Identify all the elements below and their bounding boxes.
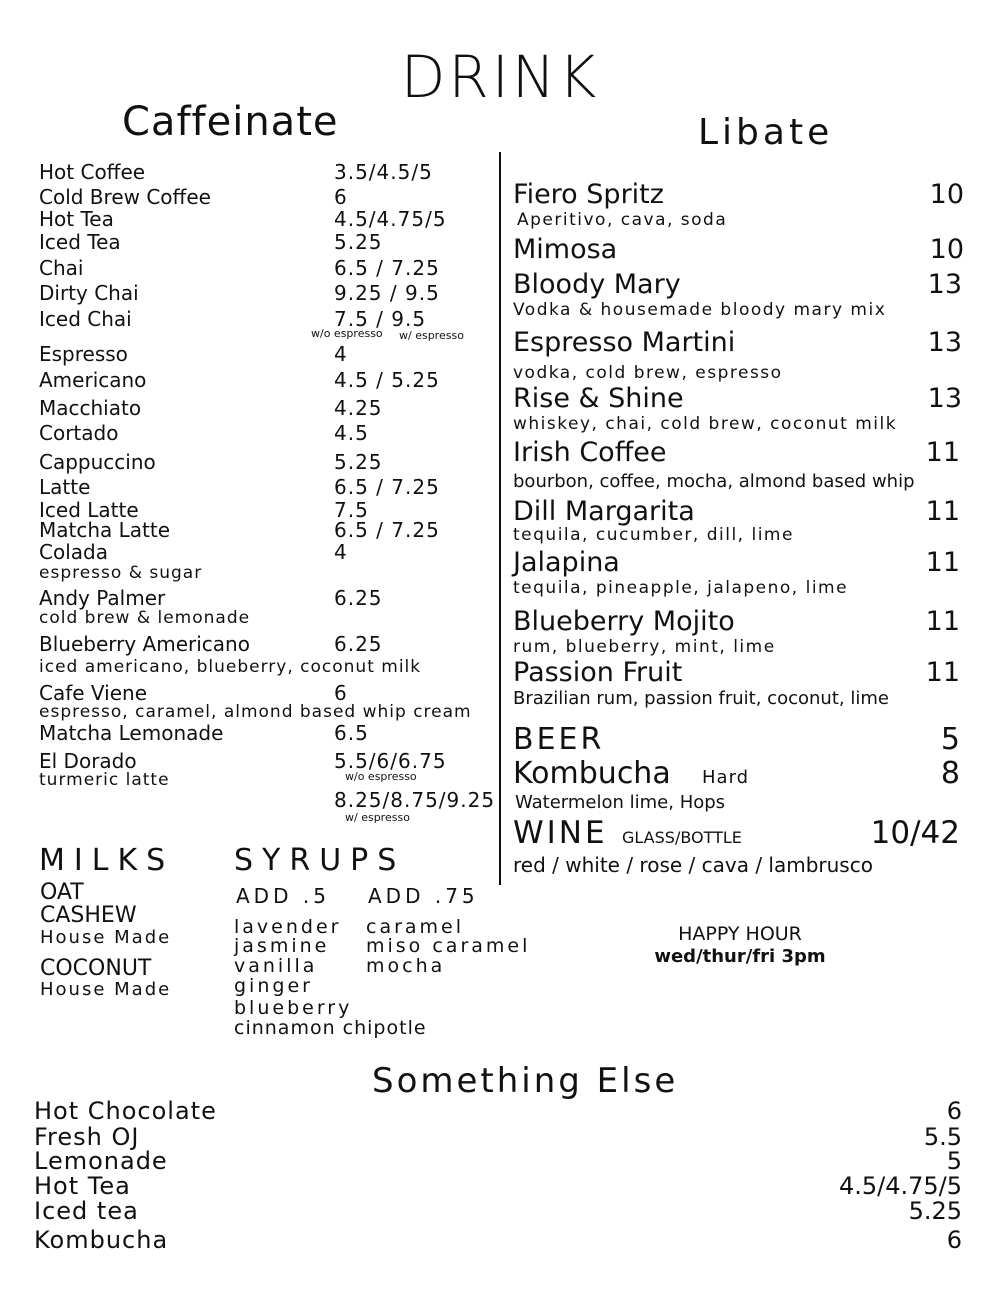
menu-item-name: Kombucha <box>34 1226 169 1254</box>
menu-item-desc: Watermelon lime, Hops <box>515 792 726 813</box>
syrup-option: ginger <box>234 975 313 997</box>
menu-item-name: Chai <box>39 256 84 280</box>
menu-item-desc: rum, blueberry, mint, lime <box>513 637 776 657</box>
syrup-option: cinnamon chipotle <box>234 1017 427 1039</box>
menu-item-desc: tequila, pineapple, jalapeno, lime <box>513 578 849 598</box>
menu-item-name: Colada <box>39 540 108 564</box>
menu-item-price: 5.5 <box>923 1123 962 1151</box>
menu-item-price: 4.5/4.75/5 <box>838 1172 962 1200</box>
menu-item-price: 5 <box>946 1147 962 1175</box>
syrup-option: mocha <box>366 955 446 977</box>
menu-item-name: Cappuccino <box>39 450 156 474</box>
menu-item-price: 6 <box>334 681 348 705</box>
menu-item-name: BEER <box>513 722 605 757</box>
price-note: w/ espresso <box>399 329 464 342</box>
menu-item-name: Latte <box>39 475 91 499</box>
menu-item-desc: espresso, caramel, almond based whip cream <box>39 702 472 722</box>
menu-item-price: 5.25 <box>908 1197 962 1225</box>
milk-option: CASHEW <box>40 903 137 928</box>
happy-hour-time: wed/thur/fri 3pm <box>654 946 826 967</box>
price-note: w/ espresso <box>345 811 410 824</box>
menu-item-price: 4 <box>334 540 348 564</box>
milk-option: OAT <box>40 880 84 905</box>
menu-item-name: Iced Latte <box>39 498 139 522</box>
menu-item-suffix: Hard <box>702 767 750 788</box>
syrup-price-tier: ADD .5 <box>236 884 330 908</box>
menu-item-price: 4 <box>334 342 348 366</box>
menu-item-price: 11 <box>925 606 960 637</box>
menu-item-price: 11 <box>925 496 960 527</box>
menu-item-desc: whiskey, chai, cold brew, coconut milk <box>513 414 898 434</box>
menu-item-name: Matcha Latte <box>39 518 171 542</box>
caffeinate-heading: Caffeinate <box>122 99 339 145</box>
menu-item-name: Andy Palmer <box>39 586 166 610</box>
menu-item-name: Iced Chai <box>39 307 132 331</box>
menu-item-price: 11 <box>925 437 960 468</box>
menu-item-suffix: GLASS/BOTTLE <box>622 828 742 847</box>
menu-item-name: Blueberry Americano <box>39 632 250 656</box>
menu-item-name: Fresh OJ <box>34 1123 140 1151</box>
milk-option: COCONUT <box>40 956 152 981</box>
menu-item-price: 4.25 <box>334 396 383 420</box>
menu-title: DRINK <box>400 43 600 111</box>
something-else-heading: Something Else <box>372 1061 679 1101</box>
menu-item-price: 7.5 <box>334 498 369 522</box>
menu-item-name: Jalapina <box>513 547 620 578</box>
menu-item-name: Macchiato <box>39 396 142 420</box>
happy-hour-title: HAPPY HOUR <box>678 923 802 945</box>
menu-item-name: Rise & Shine <box>513 383 684 414</box>
menu-item-name: Hot Chocolate <box>34 1097 217 1125</box>
menu-item-desc: Aperitivo, cava, soda <box>517 210 728 230</box>
menu-item-desc: tequila, cucumber, dill, lime <box>513 525 794 545</box>
menu-item-price: 5 <box>940 722 960 757</box>
menu-item-name: Dill Margarita <box>513 496 695 527</box>
menu-item-desc: cold brew & lemonade <box>39 608 251 628</box>
menu-item-name: Americano <box>39 368 147 392</box>
column-divider <box>499 152 501 885</box>
menu-item-price: 10 <box>929 179 964 210</box>
menu-item-price: 6.5 / 7.25 <box>334 256 440 280</box>
menu-item-desc: Brazilian rum, passion fruit, coconut, lime <box>513 688 889 709</box>
syrup-option: vanilla <box>234 955 318 977</box>
menu-item-desc: vodka, cold brew, espresso <box>513 363 783 383</box>
menu-item-name: Hot Tea <box>39 207 114 231</box>
syrup-price-tier: ADD .75 <box>368 884 479 908</box>
menu-item-name: Kombucha <box>513 756 671 791</box>
menu-item-price: 9.25 / 9.5 <box>334 281 440 305</box>
menu-item-desc: turmeric latte <box>39 770 170 790</box>
menu-item-desc: iced americano, blueberry, coconut milk <box>39 657 422 677</box>
syrup-option: lavender <box>234 916 342 938</box>
menu-item-price: 5.5/6/6.75 <box>334 749 447 773</box>
milk-option-note: House Made <box>40 927 172 948</box>
menu-item-name: Hot Coffee <box>39 160 146 184</box>
menu-item-price: 8 <box>940 756 960 791</box>
menu-item-name: Espresso Martini <box>513 327 736 358</box>
menu-item-name: Iced Tea <box>39 230 121 254</box>
menu-item-price: 6.25 <box>334 586 383 610</box>
menu-item-desc: bourbon, coffee, mocha, almond based whip <box>513 471 915 492</box>
libate-heading: Libate <box>698 112 834 153</box>
menu-item-name: Fiero Spritz <box>513 179 664 210</box>
menu-item-price: 7.5 / 9.5 <box>334 307 427 331</box>
syrup-option: blueberry <box>234 997 353 1019</box>
menu-item-name: Matcha Lemonade <box>39 721 224 745</box>
menu-item-price: 8.25/8.75/9.25 <box>334 788 496 812</box>
menu-item-price: 3.5/4.5/5 <box>334 160 433 184</box>
menu-item-name: Mimosa <box>513 234 618 265</box>
syrup-option: caramel <box>366 916 465 938</box>
menu-item-price: 4.5 / 5.25 <box>334 368 440 392</box>
menu-item-price: 5.25 <box>334 450 383 474</box>
menu-item-price: 13 <box>927 269 962 300</box>
menu-item-name: El Dorado <box>39 749 137 773</box>
menu-item-name: WINE <box>513 815 608 851</box>
syrup-option: jasmine <box>234 935 330 957</box>
price-note: w/o espresso <box>311 327 383 340</box>
price-note: w/o espresso <box>345 770 417 783</box>
menu-item-name: Iced tea <box>34 1197 139 1225</box>
menu-item-price: 6 <box>334 185 348 209</box>
menu-item-name: Blueberry Mojito <box>513 606 735 637</box>
menu-item-price: 4.5 <box>334 421 369 445</box>
menu-item-name: Espresso <box>39 342 128 366</box>
menu-item-name: Cold Brew Coffee <box>39 185 211 209</box>
menu-item-desc: red / white / rose / cava / lambrusco <box>513 853 873 877</box>
menu-item-price: 6.5 / 7.25 <box>334 518 440 542</box>
menu-item-price: 5.25 <box>334 230 383 254</box>
menu-item-name: Dirty Chai <box>39 281 139 305</box>
syrup-option: miso caramel <box>366 935 531 957</box>
menu-item-price: 10 <box>929 234 964 265</box>
menu-item-price: 11 <box>925 547 960 578</box>
milks-heading: MILKS <box>39 843 175 878</box>
menu-item-desc: Vodka & housemade bloody mary mix <box>513 300 887 320</box>
syrups-heading: SYRUPS <box>234 843 406 878</box>
menu-item-price: 6.5 <box>334 721 369 745</box>
menu-item-price: 6.5 / 7.25 <box>334 475 440 499</box>
menu-item-price: 6.25 <box>334 632 383 656</box>
menu-item-name: Cortado <box>39 421 119 445</box>
menu-item-price: 13 <box>927 327 962 358</box>
menu-item-name: Bloody Mary <box>513 269 681 300</box>
menu-item-price: 4.5/4.75/5 <box>334 207 447 231</box>
menu-item-name: Lemonade <box>34 1147 168 1175</box>
menu-item-desc: espresso & sugar <box>39 563 203 583</box>
milk-option-note: House Made <box>40 979 172 1000</box>
menu-item-name: Hot Tea <box>34 1172 131 1200</box>
menu-item-price: 10/42 <box>870 815 960 851</box>
menu-item-name: Irish Coffee <box>513 437 667 468</box>
menu-item-price: 6 <box>946 1226 962 1254</box>
menu-item-price: 6 <box>946 1097 962 1125</box>
menu-item-price: 11 <box>925 657 960 688</box>
menu-item-name: Cafe Viene <box>39 681 148 705</box>
menu-item-price: 13 <box>927 383 962 414</box>
menu-item-name: Passion Fruit <box>513 657 683 688</box>
